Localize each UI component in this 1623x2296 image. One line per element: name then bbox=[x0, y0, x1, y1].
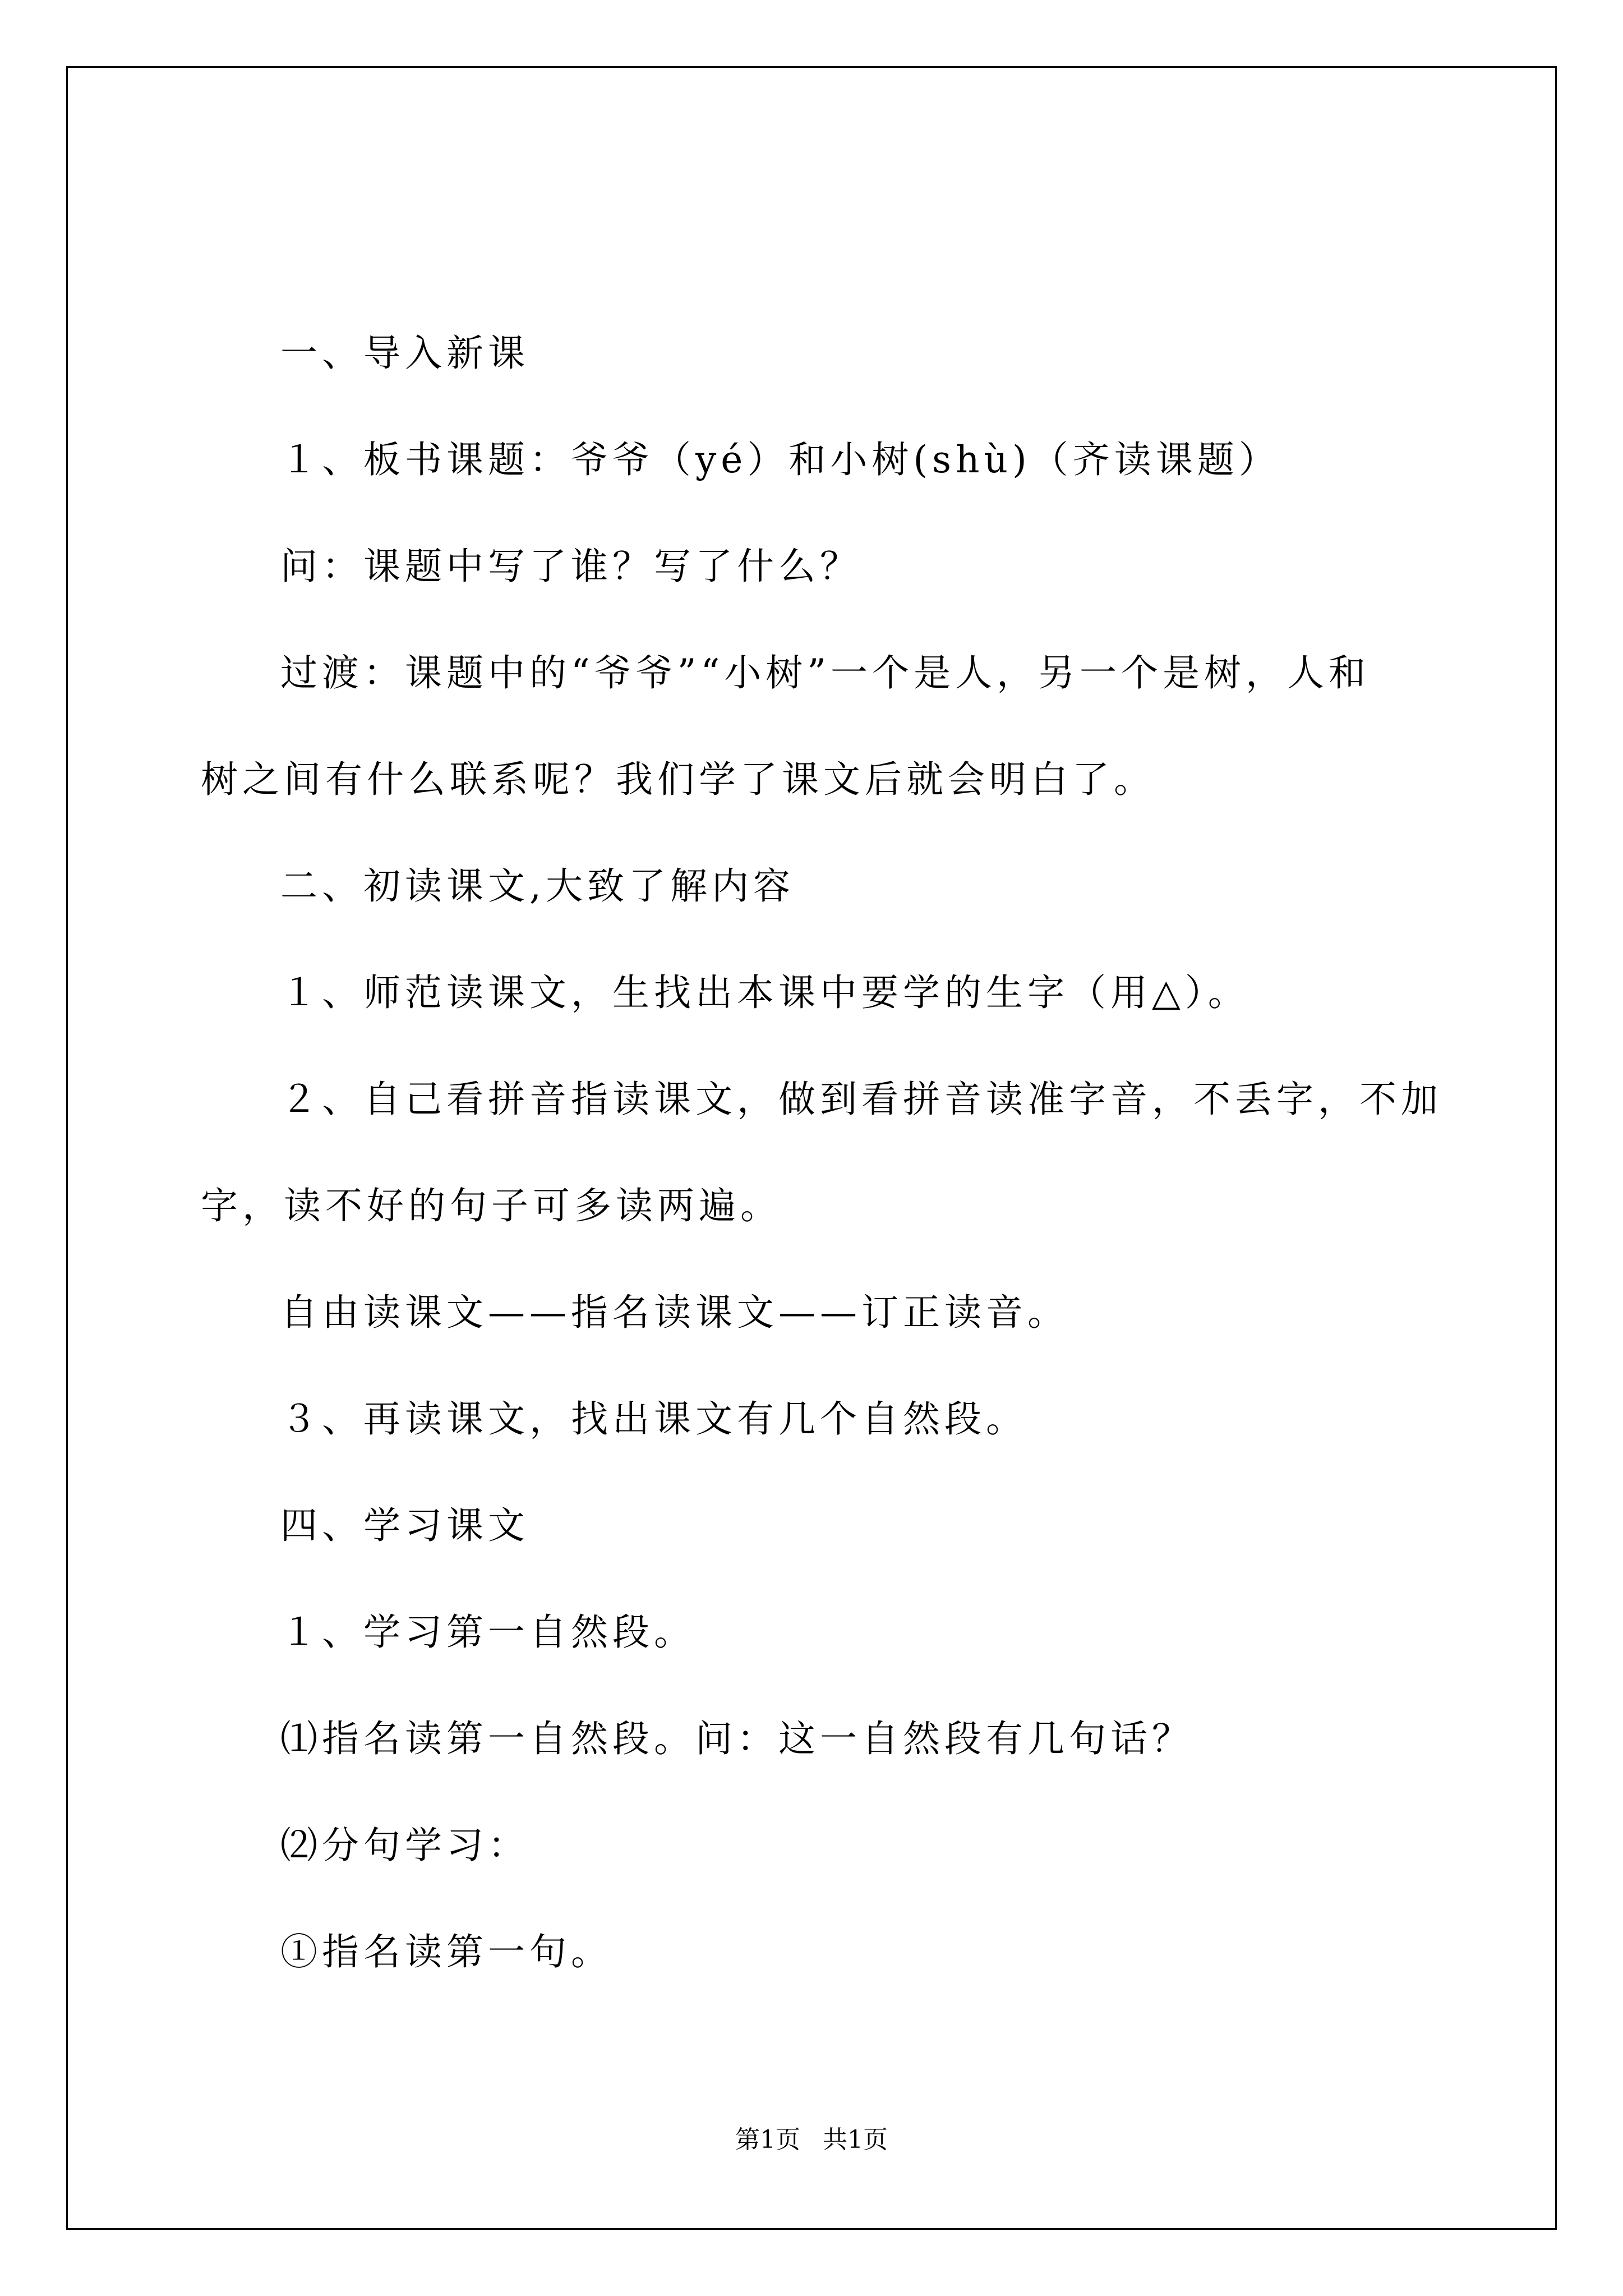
text-line: 二、初读课文,大致了解内容 bbox=[280, 864, 795, 908]
text-line: 树之间有什么联系呢？我们学了课文后就会明白了。 bbox=[201, 758, 1155, 801]
text-line: ⑴指名读第一自然段。问：这一自然段有几句话？ bbox=[280, 1717, 1193, 1760]
text-line: １、学习第一自然段。 bbox=[280, 1611, 695, 1654]
text-line: １、板书课题：爷爷（yé）和小树(shù)（齐读课题） bbox=[280, 438, 1280, 481]
text-line: 一、导入新课 bbox=[280, 332, 529, 375]
page-number-current: 第1页 bbox=[735, 2125, 800, 2154]
text-line: 四、学习课文 bbox=[280, 1504, 529, 1547]
page-border bbox=[66, 66, 1557, 2230]
text-line: ⑵分句学习： bbox=[280, 1824, 529, 1867]
text-line: 字，读不好的句子可多读两遍。 bbox=[201, 1184, 782, 1227]
text-line: １、师范读课文，生找出本课中要学的生字（用△）。 bbox=[280, 971, 1249, 1014]
page-number-total: 共1页 bbox=[823, 2125, 888, 2154]
page-footer bbox=[0, 2123, 1623, 2157]
text-line: ①指名读第一句。 bbox=[280, 1930, 612, 1973]
text-line: 问：课题中写了谁？写了什么？ bbox=[280, 545, 861, 588]
text-line: ３、再读课文，找出课文有几个自然段。 bbox=[280, 1397, 1027, 1441]
text-line: ２、自己看拼音指读课文，做到看拼音读准字音，不丢字，不加 bbox=[280, 1078, 1442, 1121]
text-line: 过渡：课题中的“爷爷”“小树”一个是人，另一个是树，人和 bbox=[280, 651, 1370, 694]
text-line: 自由读课文——指名读课文——订正读音。 bbox=[280, 1291, 1069, 1334]
